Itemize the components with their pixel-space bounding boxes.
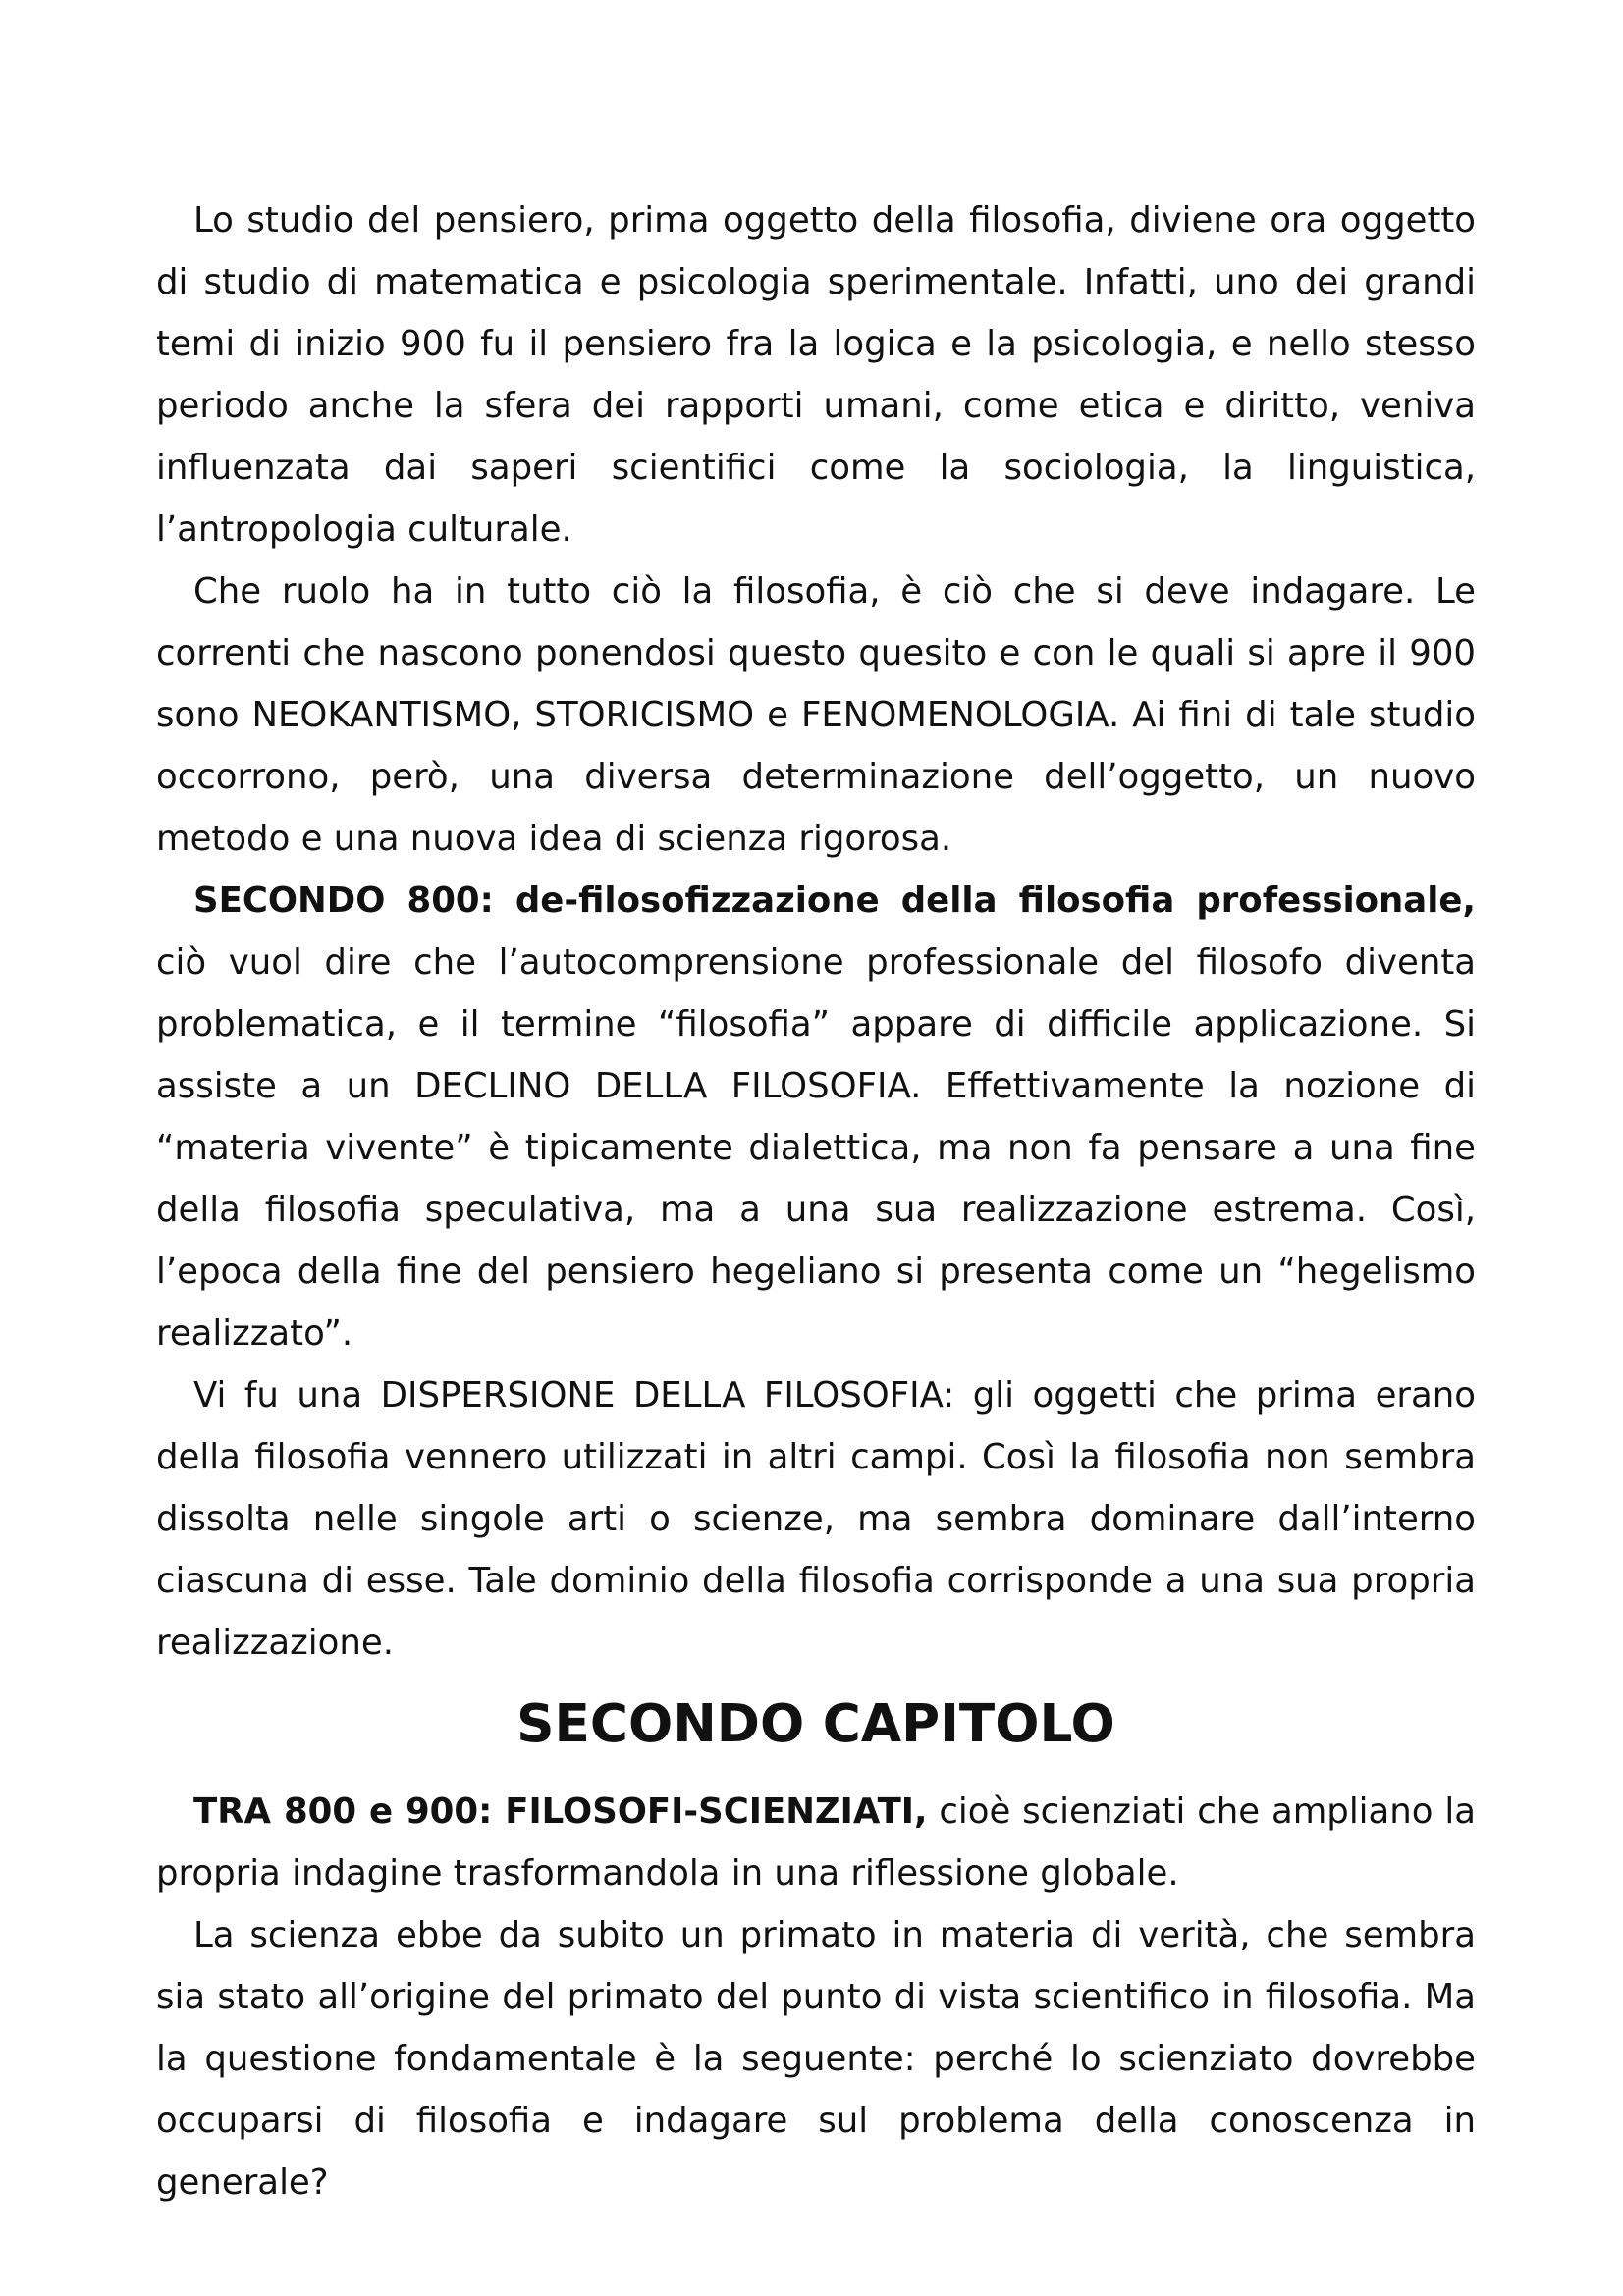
paragraph-text: cioè scienziati che ampliano la propria indagine trasformandola in una riflessione globale. — [156, 1791, 1476, 1894]
paragraph-text: ciò vuol dire che l’autocomprensione professionale del filosofo diventa problematica, e il termine “filosofia” appare di difficile applicazione. Si assiste a un DECLINO DELLA FILOSOFIA. Effettivamente la nozione di “materia vivente” è tipicamente dialettica, ma non fa pensare a una fine della filosofia speculativa, ma a una sua realizzazione estrema. Così, l’epoca della fine del pensiero hegeliano si presenta come un “hegelismo realizzato”. — [156, 942, 1476, 1354]
document-page — [156, 189, 1476, 2214]
paragraph-philosopher-scientists — [156, 1781, 1476, 1904]
paragraph-role-of-philosophy — [156, 561, 1476, 870]
paragraph-bold-lead: TRA 800 e 900: FILOSOFI-SCIENZIATI, — [193, 1791, 928, 1832]
paragraph-text: Che ruolo ha in tutto ciò la filosofia, è ciò che si deve indagare. Le correnti che nascono ponendosi questo quesito e con le quali si apre il 900 sono NEOKANTISMO, STORICISMO e FENOMENOLOGIA. Ai fini di tale studio occorrono, però, una diversa determinazione dell’oggetto, un nuovo metodo e una nuova idea di scienza rigorosa. — [156, 571, 1476, 859]
paragraph-dispersion — [156, 1364, 1476, 1674]
paragraph-text: Vi fu una DISPERSIONE DELLA FILOSOFIA: gli oggetti che prima erano della filosofia vennero utilizzati in altri campi. Così la filosofia non sembra dissolta nelle singole arti o scienze, ma sembra dominare dall’interno ciascuna di esse. Tale dominio della filosofia corrisponde a una sua propria realizzazione. — [156, 1375, 1476, 1663]
paragraph-bold-lead: SECONDO 800: de-filosofizzazione della filosofia professionale, — [193, 881, 1476, 921]
paragraph-text: Lo studio del pensiero, prima oggetto della filosofia, diviene ora oggetto di studio di matematica e psicologia sperimentale. Infatti, uno dei grandi temi di inizio 900 fu il pensiero fra la logica e la psicologia, e nello stesso periodo anche la sfera dei rapporti umani, come etica e diritto, veniva influenzata dai saperi scientifici come la sociologia, la linguistica, l’antropologia culturale. — [156, 200, 1476, 550]
chapter-heading: SECONDO CAPITOLO — [516, 1693, 1115, 1754]
paragraph-second-800 — [156, 870, 1476, 1364]
paragraph-thought-study — [156, 189, 1476, 561]
paragraph-science-primacy — [156, 1904, 1476, 2214]
paragraph-text: La scienza ebbe da subito un primato in materia di verità, che sembra sia stato all’origine del primato del punto di vista scientifico in filosofia. Ma la questione fondamentale è la seguente: perché lo scienziato dovrebbe occuparsi di filosofia e indagare sul problema della conoscenza in generale? — [156, 1915, 1476, 2203]
